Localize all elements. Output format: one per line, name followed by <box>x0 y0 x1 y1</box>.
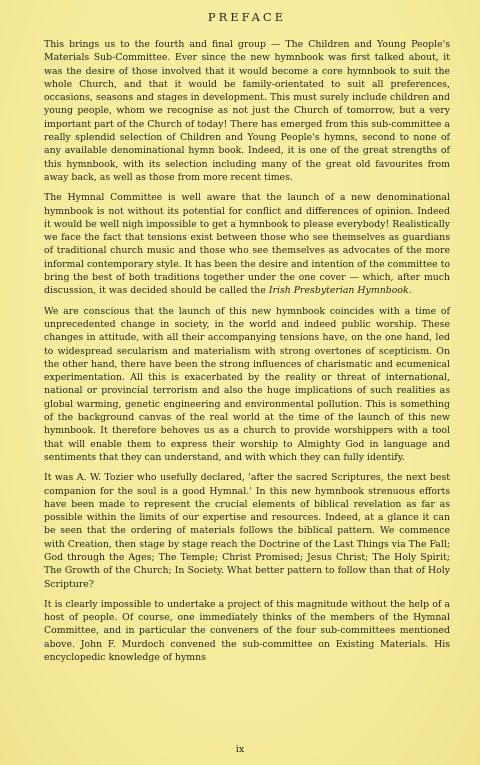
page-number: ix <box>235 744 245 755</box>
paragraph-tozier-quote <box>44 471 450 591</box>
paragraph-text: We are conscious that the launch of this new hymnbook coincides with a time of unprecedented change in society, in the world and indeed public worship. These changes in attitude, with all their accompanying tensions have, on the one hand, led to widespread secularism and materialism with strong overtones of scepticism. On the other hand, there have been the strong influences of charismatic and ecumenical experimentation. All this is exacerbated by the reality or threat of international, national or provincial terrorism and also the huge implications of such realities as global warming, genetic engineering and environmental pollution. This is something of the background canvas of the real world at the time of the launch of this new hymnbook. It therefore behoves us as a church to provide worshippers with a tool that will enable them to express their worship to Almighty God in language and sentiments that they can understand, and with which they can fully identify. <box>44 305 450 463</box>
paragraph-text: This brings us to the fourth and final group — The Children and Young People's Materials Sub-Committee. Ever since the new hymnbook was first talked about, it was the desire of those involved that it would become a core hymnbook to suit the whole Church, and that it would be family-orientated to suit all preferences, occasions, seasons and stages in development. This must surely include children and young people, whom we recognise as not just the Church of tomorrow, but a very important part of the Church of today! There has emerged from this sub-committee a really splendid selection of Children and Young People's hymns, second to none of any available denominational hymn book. Indeed, it is one of the great strengths of this hymnbook, with its selection including many of the great old favourites from away back, as well as those from more recent times. <box>44 39 450 183</box>
paragraph-text: The Hymnal Committee is well aware that the launch of a new denominational hymnbook is not without its potential for conflict and differences of opinion. Indeed it would be well nigh impossible to get a hymnbook to please everybody! Realistically we face the fact that tensions exist between those who see themselves as guardians of traditional church music and those who see themselves as advocates of the more informal contemporary style. It has been the desire and intention of the committee to bring the best of both traditions together under the one cover — which, after much discussion, it was decided should be called the <box>44 192 450 297</box>
paragraph-hymnal-committee <box>44 191 450 297</box>
paragraph-end: . <box>408 285 412 297</box>
paragraph-acknowledgements <box>44 598 450 664</box>
hymnbook-title: Irish Presbyterian Hymnbook <box>268 285 409 297</box>
paragraph-children-sub-committee <box>44 38 450 184</box>
paragraph-social-change <box>44 305 450 465</box>
paragraph-text: It was A. W. Tozier who usefully declared, 'after the sacred Scriptures, the next best companion for the soul is a good Hymnal.' In this new hymnbook strenuous efforts have been made to represent the crucial elements of biblical revelation as far as possible within the limits of our expertise and resources. Indeed, at a glance it can be seen that the ordering of materials follows the biblical pattern. We commence with Creation, then stage by stage reach the Doctrine of the Last Things via The Fall; God through the Ages; The Temple; Christ Promised; Jesus Christ; The Holy Spirit; The Growth of the Church; In Society. What better pattern to follow than that of Holy Scripture? <box>44 472 450 590</box>
page-title: PREFACE <box>207 10 287 24</box>
paragraph-text: It is clearly impossible to undertake a project of this magnitude without the help of a host of people. Of course, one immediately thinks of the members of the Hymnal Committee, and in particular the conveners of the four sub-committees mentioned above. John F. Murdoch convened the sub-committee on Existing Materials. His encyclopedic knowledge of hymns <box>44 598 450 664</box>
